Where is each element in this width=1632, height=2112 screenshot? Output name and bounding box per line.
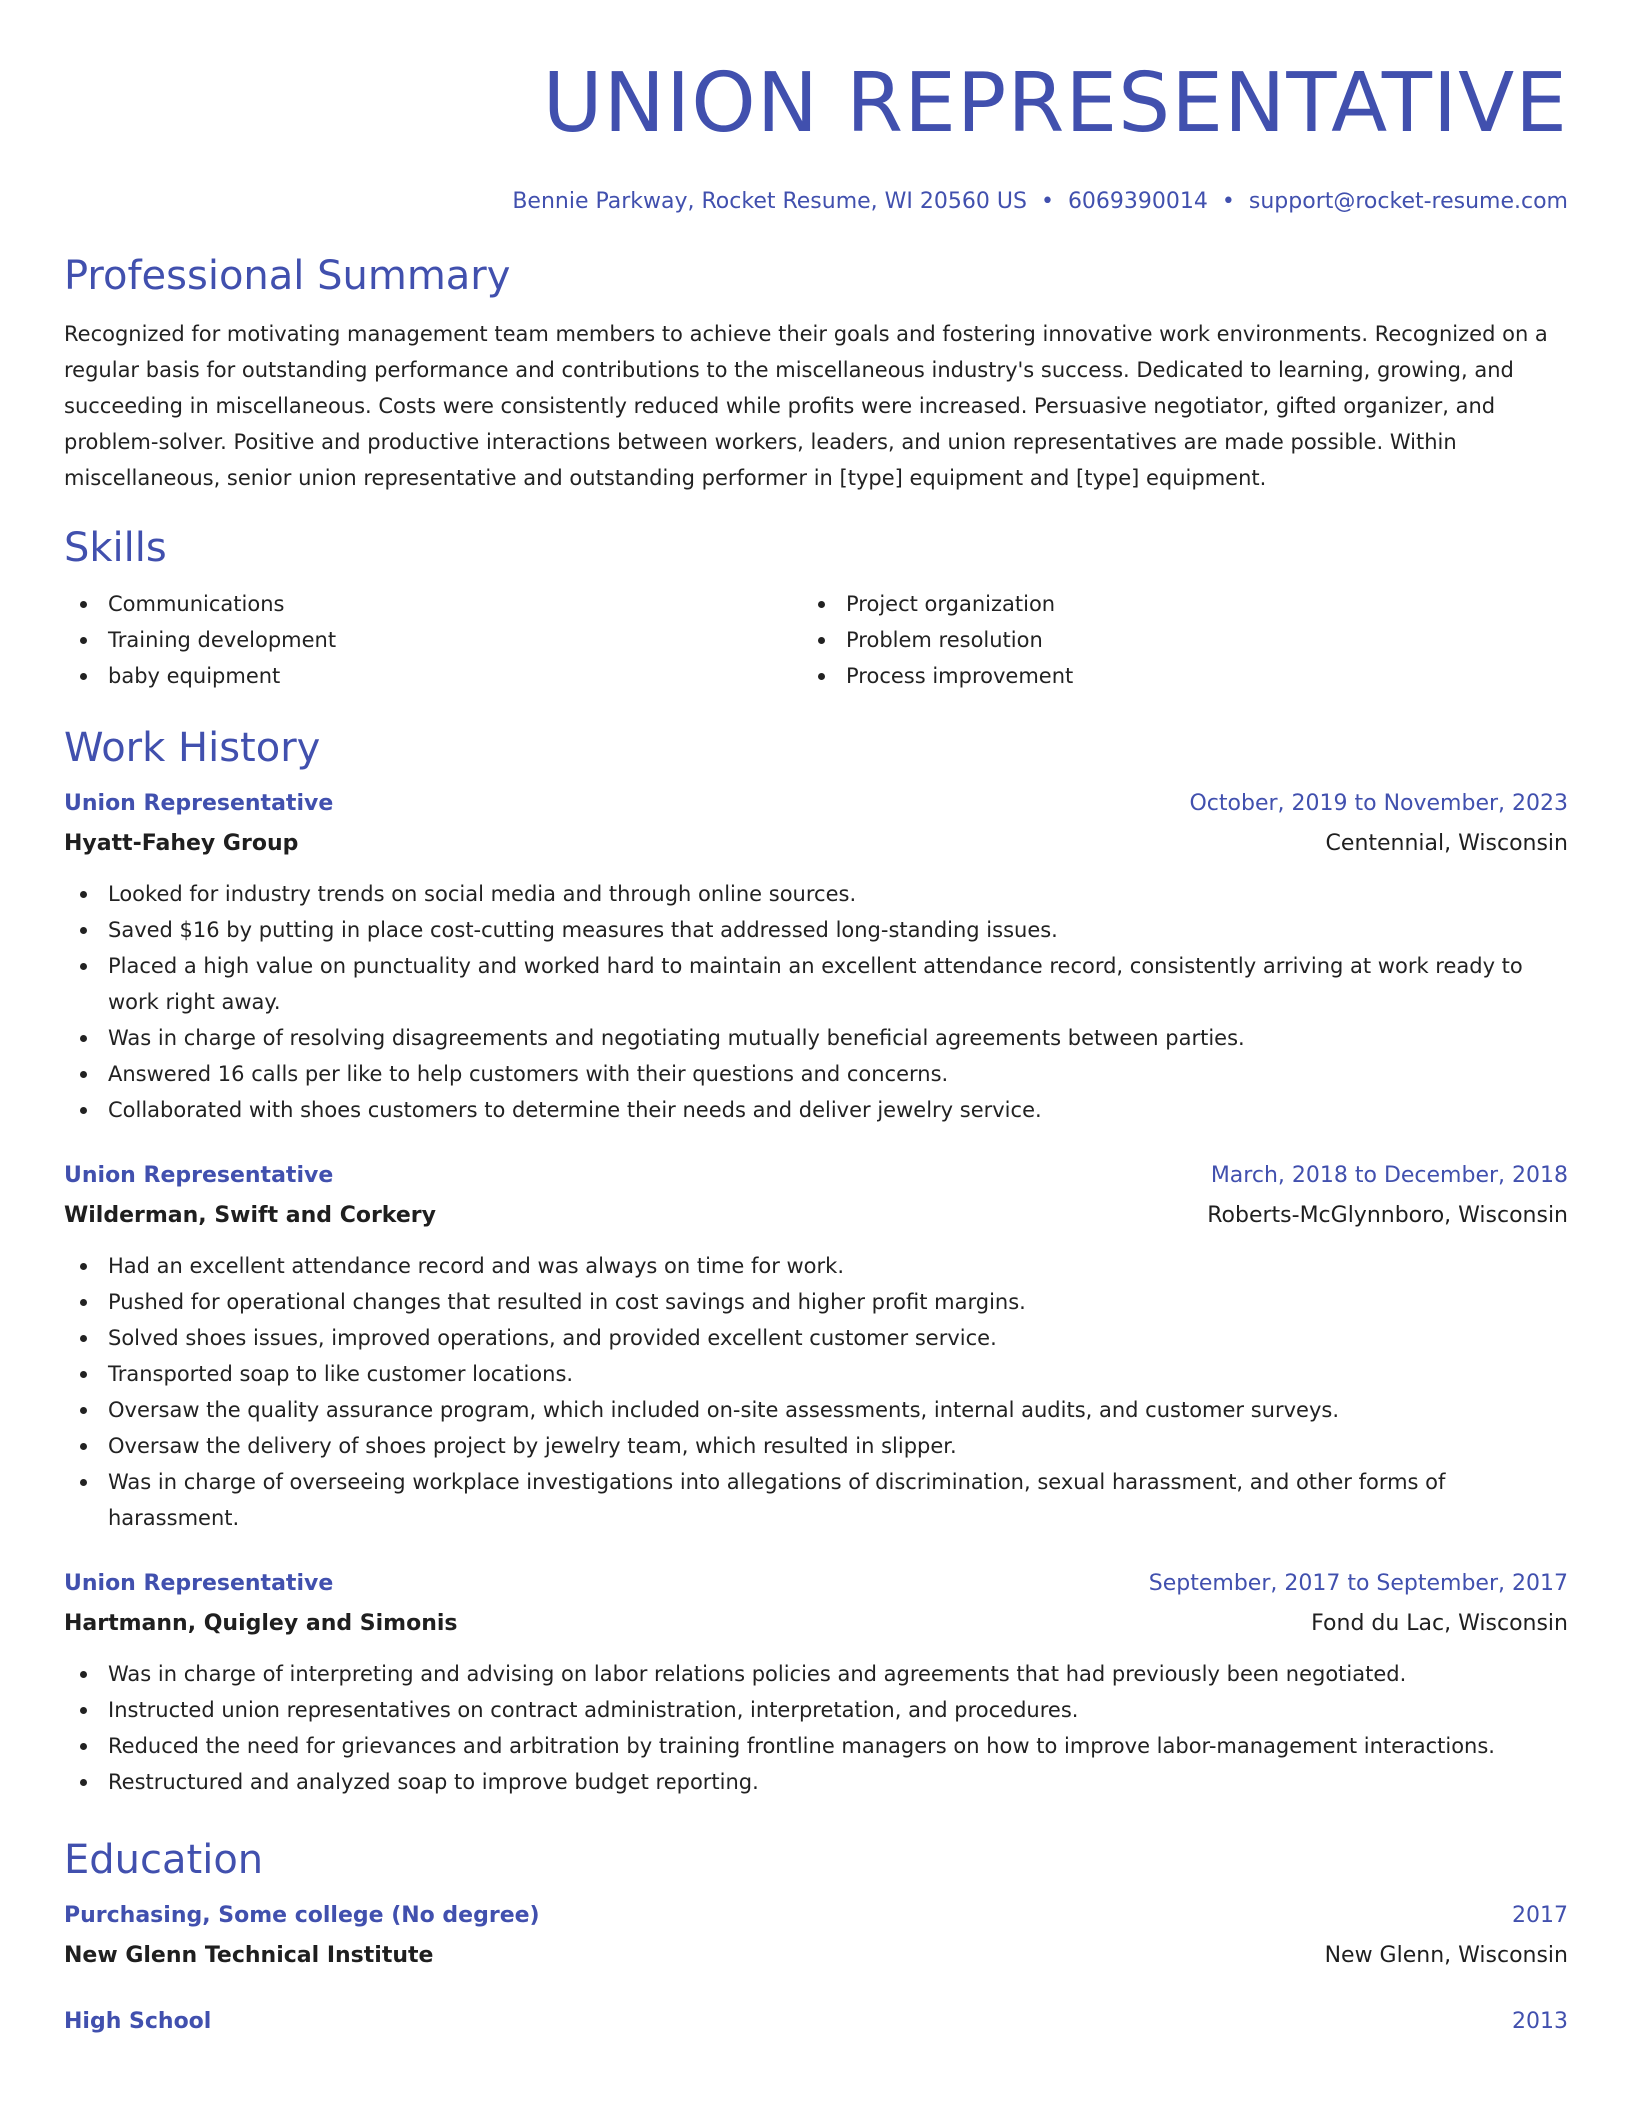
section-title: Professional Summary <box>64 253 511 299</box>
job-bullet: Placed a high value on punctuality and worked hard to maintain an excellent attendance record, consistently arriving at work ready to work right away. <box>64 948 1568 1020</box>
job-bullets <box>64 876 1568 1128</box>
job-bullet: Was in charge of interpreting and advising on labor relations policies and agreements that had previously been negotiated. <box>64 1656 1568 1692</box>
job-bullet: Restructured and analyzed soap to improve budget reporting. <box>64 1764 1568 1800</box>
candidate-title: UNION REPRESENTATIVE <box>542 56 1568 151</box>
job-bullet: Collaborated with shoes customers to determine their needs and deliver jewelry service. <box>64 1092 1568 1128</box>
skill-item: Communications <box>64 586 802 622</box>
job-bullet: Oversaw the delivery of shoes project by jewelry team, which resulted in slipper. <box>64 1428 1568 1464</box>
education-section <box>64 1836 1568 2040</box>
job-bullet: Was in charge of resolving disagreements and negotiating mutually beneficial agreements between parties. <box>64 1020 1568 1056</box>
education-entry <box>64 2004 1568 2040</box>
section-title: Education <box>64 1837 264 1883</box>
job-dates: October, 2019 to November, 2023 <box>1189 791 1568 816</box>
education-entry <box>64 1898 1568 1974</box>
separator-dot: • <box>1040 189 1054 214</box>
job-bullet: Had an excellent attendance record and was always on time for work. <box>64 1248 1568 1284</box>
job-bullet: Answered 16 calls per like to help customers with their questions and concerns. <box>64 1056 1568 1092</box>
section-title: Work History <box>64 725 321 771</box>
section-title: Skills <box>64 525 167 571</box>
job-bullet: Reduced the need for grievances and arbitration by training frontline managers on how to improve labor-management interactions. <box>64 1728 1568 1764</box>
job-bullet: Saved $16 by putting in place cost-cutting measures that addressed long-standing issues. <box>64 912 1568 948</box>
contact-address: Bennie Parkway, Rocket Resume, WI 20560 US <box>512 189 1027 214</box>
job-bullets <box>64 1248 1568 1536</box>
education-year: 2017 <box>1512 1903 1568 1928</box>
job-location: Centennial, Wisconsin <box>1325 831 1568 856</box>
separator-dot: • <box>1221 189 1235 214</box>
job-company: Wilderman, Swift and Corkery <box>64 1203 436 1228</box>
job-location: Roberts-McGlynnboro, Wisconsin <box>1207 1203 1568 1228</box>
skill-item: Process improvement <box>802 658 1540 694</box>
job-bullet: Instructed union representatives on contract administration, interpretation, and procedures. <box>64 1692 1568 1728</box>
job-location: Fond du Lac, Wisconsin <box>1311 1611 1568 1636</box>
job-dates: September, 2017 to September, 2017 <box>1148 1571 1568 1596</box>
job-role: Union Representative <box>64 1163 334 1188</box>
contact-email: support@rocket-resume.com <box>1248 189 1568 214</box>
skills-column-left <box>64 586 802 694</box>
work-history-section <box>64 724 1568 1800</box>
resume-header <box>64 56 1568 216</box>
education-degree: Purchasing, Some college (No degree) <box>64 1903 540 1928</box>
job-bullet: Was in charge of overseeing workplace investigations into allegations of discrimination, sexual harassment, and other forms of harassment. <box>64 1464 1568 1536</box>
job-bullet: Looked for industry trends on social media and through online sources. <box>64 876 1568 912</box>
skill-item: Training development <box>64 622 802 658</box>
summary-section <box>64 252 1568 496</box>
summary-text: Recognized for motivating management team members to achieve their goals and fostering innovative work environments. Recognized on a regular basis for outstanding performance and contributions to the miscellaneous industry's success. Dedicated to learning, growing, and succeeding in miscellaneous. Costs were consistently reduced while profits were increased. Persuasive negotiator, gifted organizer, and problem-solver. Positive and productive interactions between workers, leaders, and union representatives are made possible. Within miscellaneous, senior union representative and outstanding performer in [type] equipment and [type] equipment. <box>64 322 1548 490</box>
job-bullet: Pushed for operational changes that resulted in cost savings and higher profit margins. <box>64 1284 1568 1320</box>
job-dates: March, 2018 to December, 2018 <box>1210 1163 1568 1188</box>
job-role: Union Representative <box>64 791 334 816</box>
job-entry <box>64 1158 1568 1536</box>
job-bullet: Transported soap to like customer locations. <box>64 1356 1568 1392</box>
education-year: 2013 <box>1512 2009 1568 2034</box>
contact-phone: 6069390014 <box>1067 189 1208 214</box>
skills-list <box>64 586 1568 694</box>
skill-item: Project organization <box>802 586 1540 622</box>
skills-column-right <box>802 586 1540 694</box>
job-bullets <box>64 1656 1568 1800</box>
education-location: New Glenn, Wisconsin <box>1324 1943 1568 1968</box>
contact-line <box>64 188 1568 216</box>
skill-item: baby equipment <box>64 658 802 694</box>
job-company: Hyatt-Fahey Group <box>64 831 299 856</box>
job-bullet: Solved shoes issues, improved operations, and provided excellent customer service. <box>64 1320 1568 1356</box>
job-role: Union Representative <box>64 1571 334 1596</box>
job-entry <box>64 786 1568 1128</box>
education-degree: High School <box>64 2009 212 2034</box>
job-entry <box>64 1566 1568 1800</box>
education-school: New Glenn Technical Institute <box>64 1943 434 1968</box>
skills-section <box>64 524 1568 694</box>
job-bullet: Oversaw the quality assurance program, which included on-site assessments, internal audits, and customer surveys. <box>64 1392 1568 1428</box>
skill-item: Problem resolution <box>802 622 1540 658</box>
job-company: Hartmann, Quigley and Simonis <box>64 1611 458 1636</box>
